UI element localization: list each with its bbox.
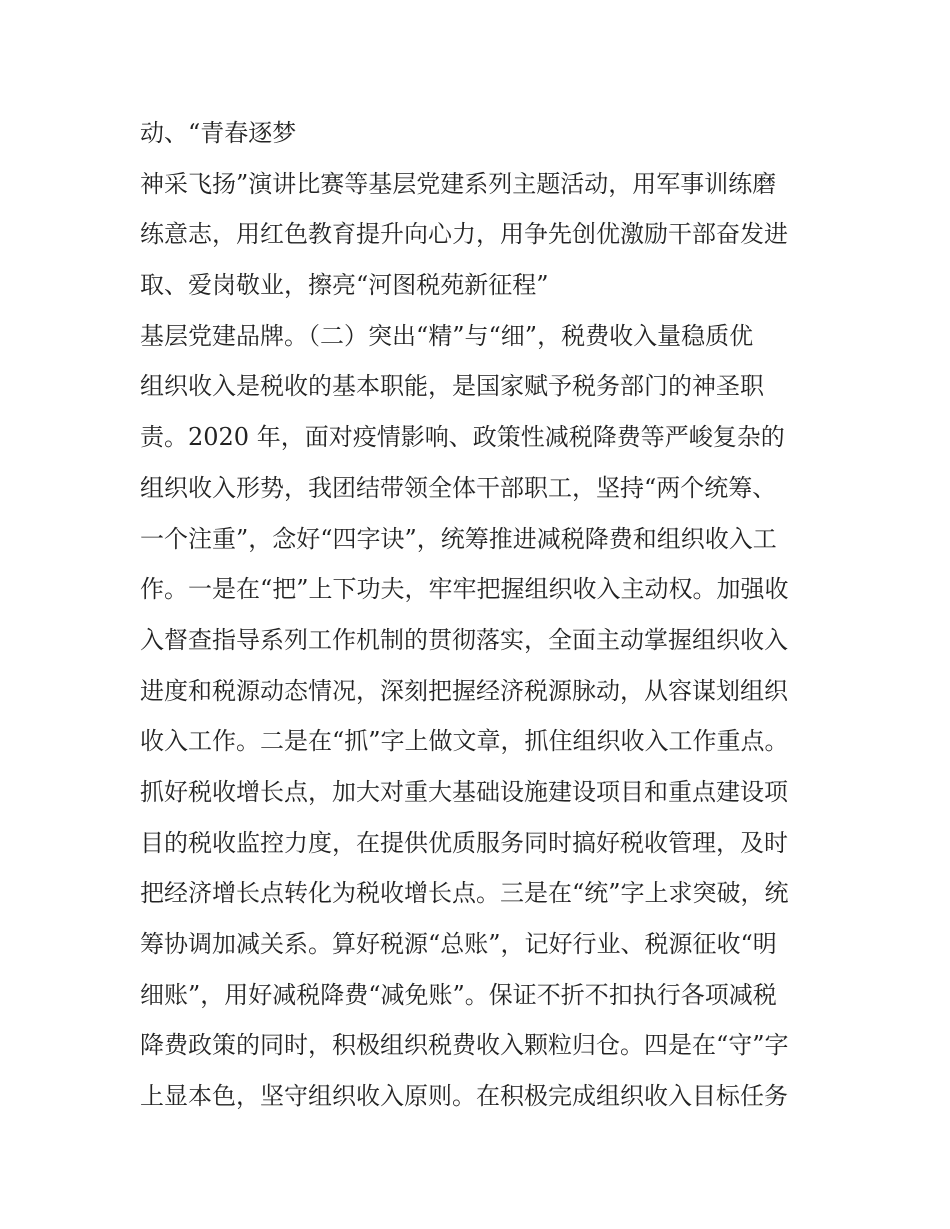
text-line: 作。一是在“把”上下功夫，牢牢把握组织收入主动权。加强收: [140, 575, 789, 604]
text-line: 组织收入是税收的基本职能，是国家赋予税务部门的神圣职: [140, 372, 764, 401]
text-line: 基层党建品牌。（二）突出“精”与“细”，税费收入量稳质优: [140, 321, 754, 350]
text-line: 上显本色，坚守组织收入原则。在积极完成组织收入目标任务: [140, 1082, 788, 1111]
text-line: 抓好税收增长点，加大对重大基础设施建设项目和重点建设项: [140, 777, 788, 806]
text-line: 一个注重”，念好“四字诀”，统筹推进减税降费和组织收入工: [140, 524, 777, 553]
body-text: [140, 108, 820, 1122]
text-line: 神采飞扬”演讲比赛等基层党建系列主题活动，用军事训练磨: [140, 169, 777, 198]
text-line: 目的税收监控力度，在提供优质服务同时搞好税收管理，及时: [140, 828, 788, 857]
text-line: 进度和税源动态情况，深刻把握经济税源脉动，从容谋划组织: [140, 676, 788, 705]
text-line: 取、爱岗敬业，擦亮“河图税苑新征程”: [140, 271, 549, 300]
text-line: 降费政策的同时，积极组织税费收入颗粒归仓。四是在“守”字: [140, 1031, 789, 1060]
text-line: 入督查指导系列工作机制的贯彻落实，全面主动掌握组织收入: [140, 625, 788, 654]
text-line: 责。2020 年，面对疫情影响、政策性减税降费等严峻复杂的: [140, 423, 785, 452]
text-line: 筹协调加减关系。算好税源“总账”，记好行业、税源征收“明: [140, 930, 777, 958]
text-line: 组织收入形势，我团结带领全体干部职工，坚持“两个统筹、: [140, 473, 777, 502]
text-line: 动、“青春逐梦: [140, 119, 297, 147]
text-line: 细账”，用好减税降费“减免账”。保证不折不扣执行各项减税: [140, 980, 777, 1009]
text-line: 把经济增长点转化为税收增长点。三是在“统”字上求突破，统: [140, 879, 789, 908]
text-line: 练意志，用红色教育提升向心力，用争先创优激励干部奋发进: [140, 220, 788, 249]
text-line: 收入工作。二是在“抓”字上做文章，抓住组织收入工作重点。: [140, 727, 789, 756]
